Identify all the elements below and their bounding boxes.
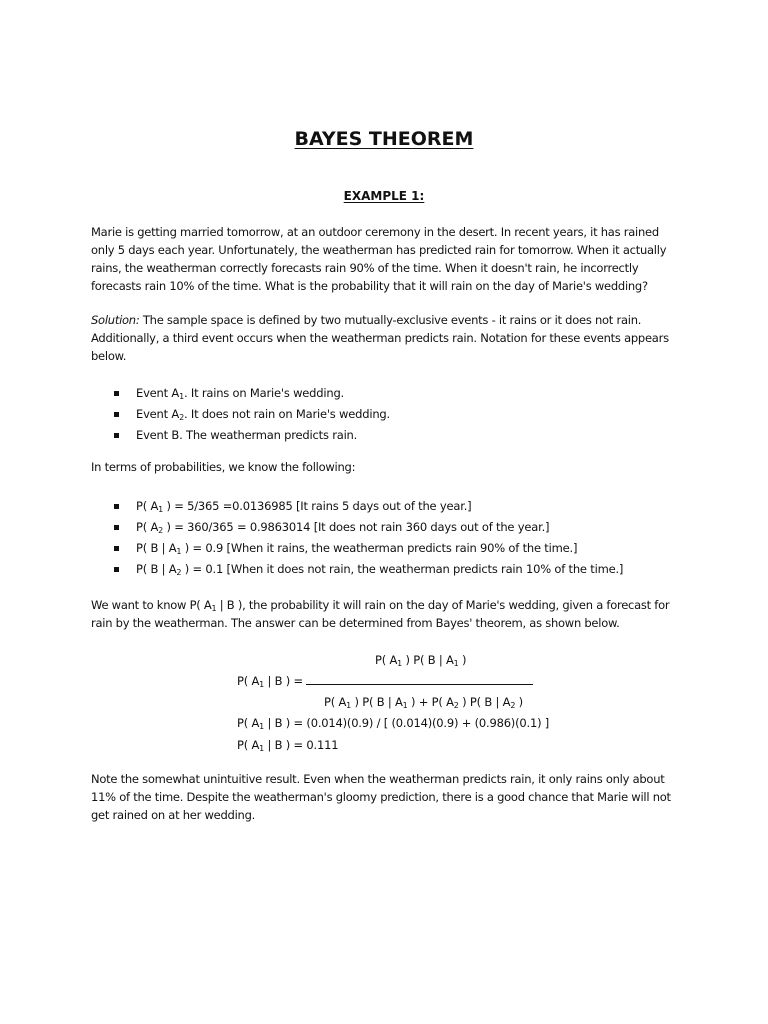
bullet-marker xyxy=(114,391,119,396)
list-item: P( $A_2$ ) = 360/365 = 0.9863014 [It does not rain 360 days out of the year.] xyxy=(112,517,712,538)
events-list xyxy=(112,383,712,446)
intro-paragraph xyxy=(91,223,681,295)
formula-step-substitution: P( $A_1$ | B ) = (0.014)(0.9) / [ (0.014)(0.9) + (0.986)(0.1) ] xyxy=(237,716,550,731)
list-item: P( B | $A_1$ ) = 0.9 [When it rains, the weatherman predicts rain 90% of the time.] xyxy=(112,538,712,559)
solution-paragraph xyxy=(91,311,681,365)
bullet-marker xyxy=(114,546,119,551)
formula-numerator: P( $A_1$ ) P( B | $A_1$ ) xyxy=(375,653,467,668)
list-item: Event B. The weatherman predicts rain. xyxy=(112,425,712,446)
question-paragraph xyxy=(91,596,681,632)
list-item: Event $A_1$. It rains on Marie's wedding. xyxy=(112,383,712,404)
page-title: BAYES THEOREM xyxy=(294,128,474,150)
list-item: P( B | $A_2$ ) = 0.1 [When it does not rain, the weatherman predicts rain 10% of the time.] xyxy=(112,559,712,580)
intro-line: only 5 days each year. Unfortunately, the weatherman has predicted rain for tomorrow. When it actually xyxy=(91,243,667,257)
intro-line: Marie is getting married tomorrow, at an outdoor ceremony in the desert. In recent years, it has rained xyxy=(91,225,659,239)
bullet-marker xyxy=(114,412,119,417)
probabilities-list xyxy=(112,496,712,580)
bullet-marker xyxy=(114,433,119,438)
solution-label: Solution: xyxy=(91,313,140,327)
intro-line: rains, the weatherman correctly forecasts rain 90% of the time. When it doesn't rain, he incorrectly xyxy=(91,261,639,275)
intro-line: forecasts rain 10% of the time. What is the probability that it will rain on the day of Marie's wedding? xyxy=(91,279,648,293)
conclusion-line: Note the somewhat unintuitive result. Even when the weatherman predicts rain, it only rains only about xyxy=(91,772,665,786)
conclusion-line: 11% of the time. Despite the weatherman's gloomy prediction, there is a good chance that Marie will not xyxy=(91,790,671,804)
list-item: Event $A_2$. It does not rain on Marie's wedding. xyxy=(112,404,712,425)
conclusion-paragraph xyxy=(91,770,681,824)
bullet-marker xyxy=(114,567,119,572)
known-intro: In terms of probabilities, we know the following: xyxy=(91,460,356,474)
bullet-marker xyxy=(114,504,119,509)
fraction-line xyxy=(306,684,533,685)
solution-line: Additionally, a third event occurs when the weatherman predicts rain. Notation for these events appears xyxy=(91,331,669,345)
question-line: We want to know P( $A_1$ | B ), the probability it will rain on the day of Marie's wedding, given a forecast for xyxy=(91,598,670,613)
conclusion-line: get rained on at her wedding. xyxy=(91,808,256,822)
solution-line: below. xyxy=(91,349,127,363)
example-heading: EXAMPLE 1: xyxy=(343,189,425,203)
formula-denominator: P( $A_1$ ) P( B | $A_1$ ) + P( $A_2$ ) P( B | $A_2$ ) xyxy=(324,695,523,710)
solution-text: The sample space is defined by two mutually-exclusive events - it rains or it does not rain. xyxy=(139,313,642,327)
list-item: P( $A_1$ ) = 5/365 =0.0136985 [It rains 5 days out of the year.] xyxy=(112,496,712,517)
formula-lhs: P( $A_1$ | B ) = xyxy=(237,674,303,689)
formula-step-result: P( $A_1$ | B ) = 0.111 xyxy=(237,738,339,753)
bullet-marker xyxy=(114,525,119,530)
question-line: rain by the weatherman. The answer can be determined from Bayes' theorem, as shown below. xyxy=(91,616,620,630)
solution-line xyxy=(91,311,681,329)
